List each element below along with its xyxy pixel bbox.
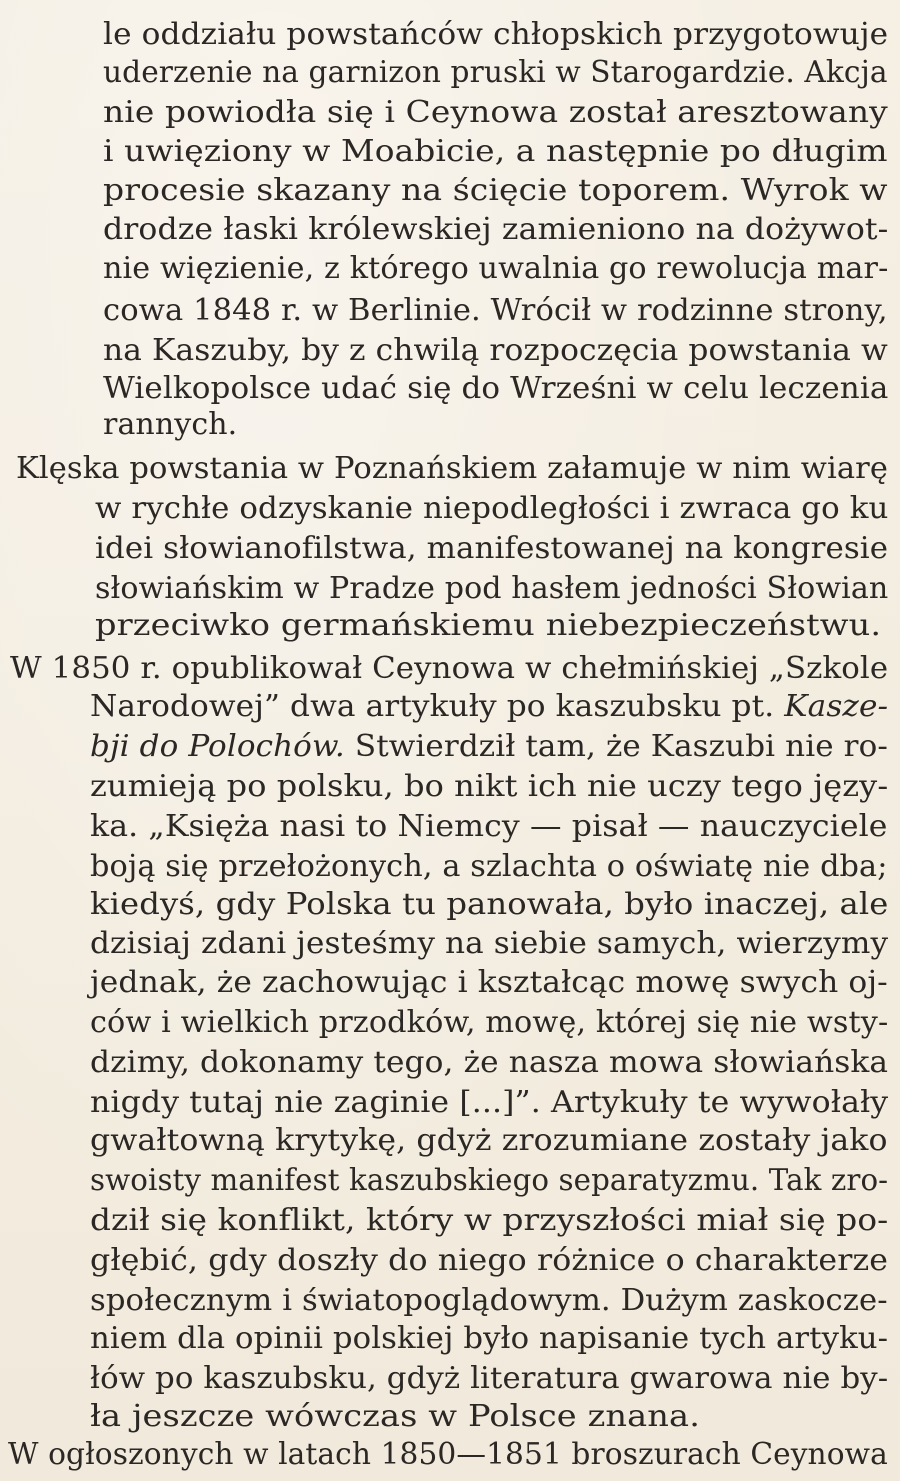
text-line: Wielkopolsce udać się do Wrześni w celu leczenia — [103, 371, 889, 406]
text-line: społecznym i światopoglądowym. Dużym zaskocze- — [90, 1283, 888, 1318]
text-line: słowiańskim w Pradze pod hasłem jedności Słowian — [95, 571, 889, 606]
text-line: głębić, gdy doszły do niego różnice o charakterze — [90, 1243, 889, 1278]
text-line: le oddziału powstańców chłopskich przygotowuje — [103, 17, 889, 52]
text-line: dził się konflikt, który w przyszłości miał się po- — [90, 1203, 889, 1238]
text-line — [90, 728, 888, 767]
text-line: W ogłoszonych w latach 1850—1851 broszurach Ceynowa — [8, 1437, 888, 1472]
text-line: jednak, że zachowując i kształcąc mowę swych oj- — [90, 965, 888, 1000]
text-line: uderzenie na garnizon pruski w Starogardzie. Akcja — [103, 55, 888, 90]
text-line: przeciwko germańskiemu niebezpieczeństwu. — [95, 608, 882, 643]
text-line: W 1850 r. opublikował Ceynowa w chełmińskiej „Szkole — [10, 651, 889, 686]
text-line: niem dla opinii polskiej było napisanie tych artyku- — [90, 1321, 889, 1356]
text-line: kiedyś, gdy Polska tu panowała, było inaczej, ale — [90, 887, 889, 922]
text-line: nie powiodła się i Ceynowa został aresztowany — [103, 95, 888, 130]
text-line: Klęska powstania w Poznańskiem załamuje w nim wiarę — [16, 451, 888, 486]
text-line: procesie skazany na ścięcie toporem. Wyrok w — [103, 173, 888, 208]
text-line: dzimy, dokonamy tego, że nasza mowa słowiańska — [90, 1045, 889, 1080]
text-line: nie więzienie, z którego uwalnia go rewolucja mar- — [103, 251, 889, 286]
text-run: Narodowej” dwa artykuły po kaszubsku pt. — [90, 689, 785, 724]
text-line: gwałtowną krytykę, gdyż zrozumiane zostały jako — [90, 1123, 888, 1158]
text-line: w rychłe odzyskanie niepodległości i zwraca go ku — [95, 491, 889, 526]
text-line: ła jeszcze wówczas w Polsce znana. — [90, 1399, 700, 1434]
text-line: boją się przełożonych, a szlachta o oświatę nie dba; — [90, 849, 888, 884]
text-line: ka. „Księża nasi to Niemcy — pisał — nauczyciele — [90, 809, 888, 844]
text-line: drodze łaski królewskiej zamieniono na dożywot- — [103, 212, 889, 247]
text-line: nigdy tutaj nie zaginie [...]”. Artykuły te wywołały — [90, 1085, 889, 1120]
text-line — [90, 688, 888, 727]
text-run: Stwierdził tam, że Kaszubi nie ro- — [344, 729, 888, 764]
text-line: i uwięziony w Moabicie, a następnie po długim — [103, 134, 888, 169]
book-title-italic: bji do Polochów. — [90, 729, 345, 764]
text-line: zumieją po polsku, bo nikt ich nie uczy tego języ- — [90, 769, 889, 804]
text-line: dzisiaj zdani jesteśmy na siebie samych, wierzymy — [90, 926, 889, 961]
text-line: rannych. — [103, 407, 238, 442]
text-line: cowa 1848 r. w Berlinie. Wrócił w rodzinne strony, — [103, 293, 888, 328]
text-line: na Kaszuby, by z chwilą rozpoczęcia powstania w — [103, 333, 888, 368]
text-line: swoisty manifest kaszubskiego separatyzmu. Tak zro- — [90, 1163, 889, 1198]
text-line: łów po kaszubsku, gdyż literatura gwarowa nie by- — [90, 1361, 889, 1396]
text-line: idei słowianofilstwa, manifestowanej na kongresie — [95, 531, 889, 566]
book-title-italic: Kasze- — [784, 689, 889, 724]
text-line: ców i wielkich przodków, mowę, której się nie wsty- — [90, 1005, 889, 1040]
